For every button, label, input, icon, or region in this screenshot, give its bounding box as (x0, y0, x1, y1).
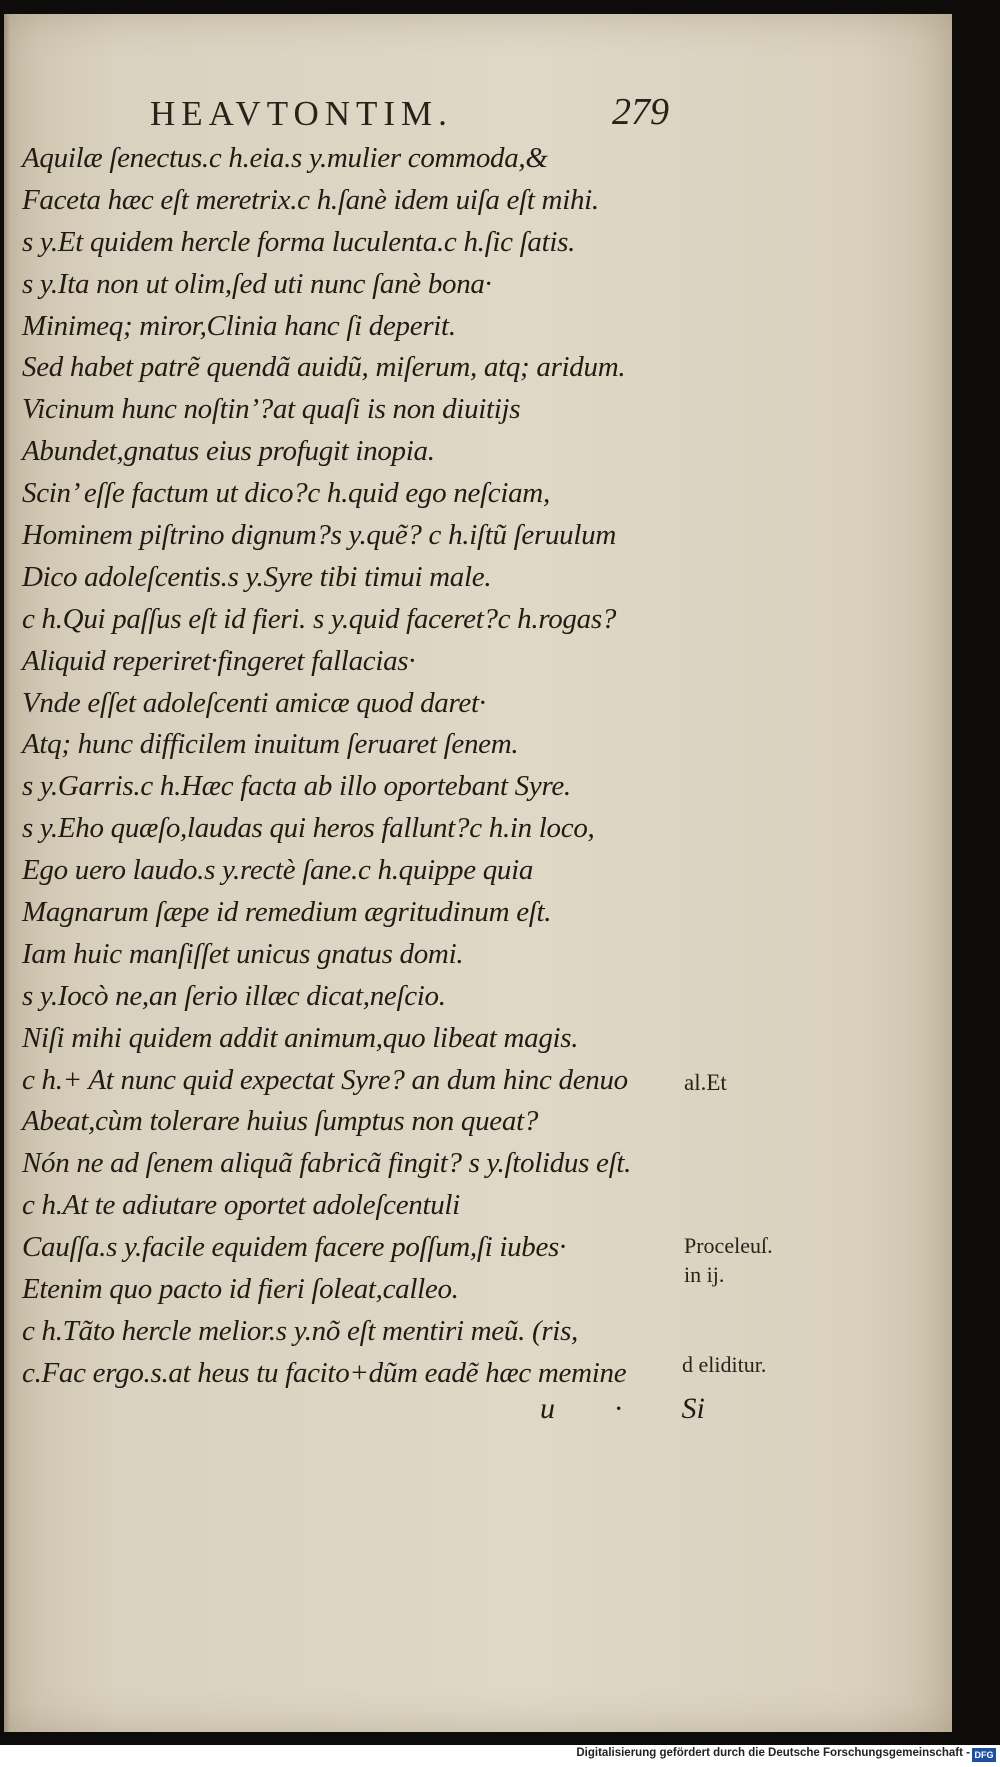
verse-line: Abeat,cùm tolerare huius ſumptus non queat? (22, 1105, 539, 1138)
verse-line: Atq; hunc difficilem inuitum ſeruaret ſenem. (22, 728, 519, 761)
catchword-line (540, 1392, 705, 1426)
verse-line: s y.Iocò ne,an ſerio illæc dicat,neſcio. (22, 979, 446, 1012)
verse-line: Iam huic manſiſſet unicus gnatus domi. (22, 937, 464, 970)
verse-line: Hominem piſtrino dignum?s y.quẽ? c h.iſtũ ſeruulum (22, 519, 616, 552)
verse-line: Sed habet patrẽ quendã auidũ, miſerum, atq; aridum. (22, 351, 626, 384)
verse-line: s y.Ita non ut olim,ſed uti nunc ſanè bona· (22, 267, 492, 300)
verse-line: Cauſſa.s y.facile equidem facere poſſum,ſi iubes· (22, 1231, 566, 1264)
verse-line: c h.Tãto hercle melior.s y.nõ eſt mentiri meũ. (ris, (22, 1314, 579, 1347)
signature-dot: · (614, 1392, 622, 1425)
verse-line: s y.Eho quæſo,laudas qui heros fallunt?c h.in loco, (22, 812, 595, 845)
verse-line: Abundet,gnatus eius profugit inopia. (22, 435, 435, 468)
verse-line: Aquilæ ſenectus.c h.eia.s y.mulier commoda,& (22, 142, 548, 174)
funding-credit: Digitalisierung gefördert durch die Deutsche Forschungsgemeinschaft - (576, 1747, 970, 1759)
running-title: HEAVTONTIM. (150, 94, 453, 133)
verse-line: Magnarum ſæpe id remedium ægritudinum eſt. (22, 896, 552, 929)
verse-line: Ego uero laudo.s y.rectè ſane.c h.quippe quia (22, 854, 534, 887)
verse-line: s y.Et quidem hercle forma luculenta.c h.ſic ſatis. (22, 225, 576, 258)
margin-note: d eliditur. (682, 1352, 767, 1377)
signature-mark: u (540, 1392, 555, 1425)
margin-note: in ij. (684, 1262, 725, 1287)
footer-bar (0, 1745, 1000, 1767)
verse-line: Vicinum hunc noſtin’?at quaſi is non diuitijs (22, 393, 521, 426)
verse-line: Scin’ eſſe factum ut dico?c h.quid ego neſciam, (22, 477, 550, 510)
verse-line: Etenim quo pacto id fieri ſoleat,calleo. (22, 1273, 459, 1306)
verse-line: c h.Qui paſſus eſt id fieri. s y.quid faceret?c h.rogas? (22, 602, 617, 635)
verse-line: Nón ne ad ſenem aliquã fabricã fingit? s y.ſtolidus eſt. (22, 1147, 632, 1180)
verse-line: Minimeq; miror,Clinia hanc ſi deperit. (22, 309, 456, 342)
dfg-logo-icon: DFG (972, 1748, 996, 1762)
page-number: 279 (612, 91, 669, 133)
verse-line: c h.At te adiutare oportet adoleſcentuli (22, 1189, 460, 1222)
verse-line: Aliquid reperiret·fingeret fallacias· (22, 644, 416, 677)
verse-line: Niſi mihi quidem addit animum,quo libeat magis. (22, 1021, 579, 1054)
page-binding-edge (4, 14, 10, 1732)
verse-line: s y.Garris.c h.Hæc facta ab illo oportebant Syre. (22, 770, 571, 803)
verse-line: c h.+ At nunc quid expectat Syre? an dum hinc denuo (22, 1063, 628, 1096)
verse-block (22, 138, 702, 1395)
verse-line: Dico adoleſcentis.s y.Syre tibi timui male. (22, 560, 492, 593)
verse-line: Faceta hæc eſt meretrix.c h.ſanè idem uiſa eſt mihi. (22, 183, 599, 216)
verse-line: Vnde eſſet adoleſcenti amicæ quod daret· (22, 686, 486, 719)
catchword: Si (681, 1392, 705, 1425)
margin-note: al.Et (684, 1070, 727, 1095)
verse-line: c.Fac ergo.s.at heus tu facito+dũm eadẽ hæc memine (22, 1356, 627, 1389)
margin-note: Proceleuſ. (684, 1233, 773, 1258)
